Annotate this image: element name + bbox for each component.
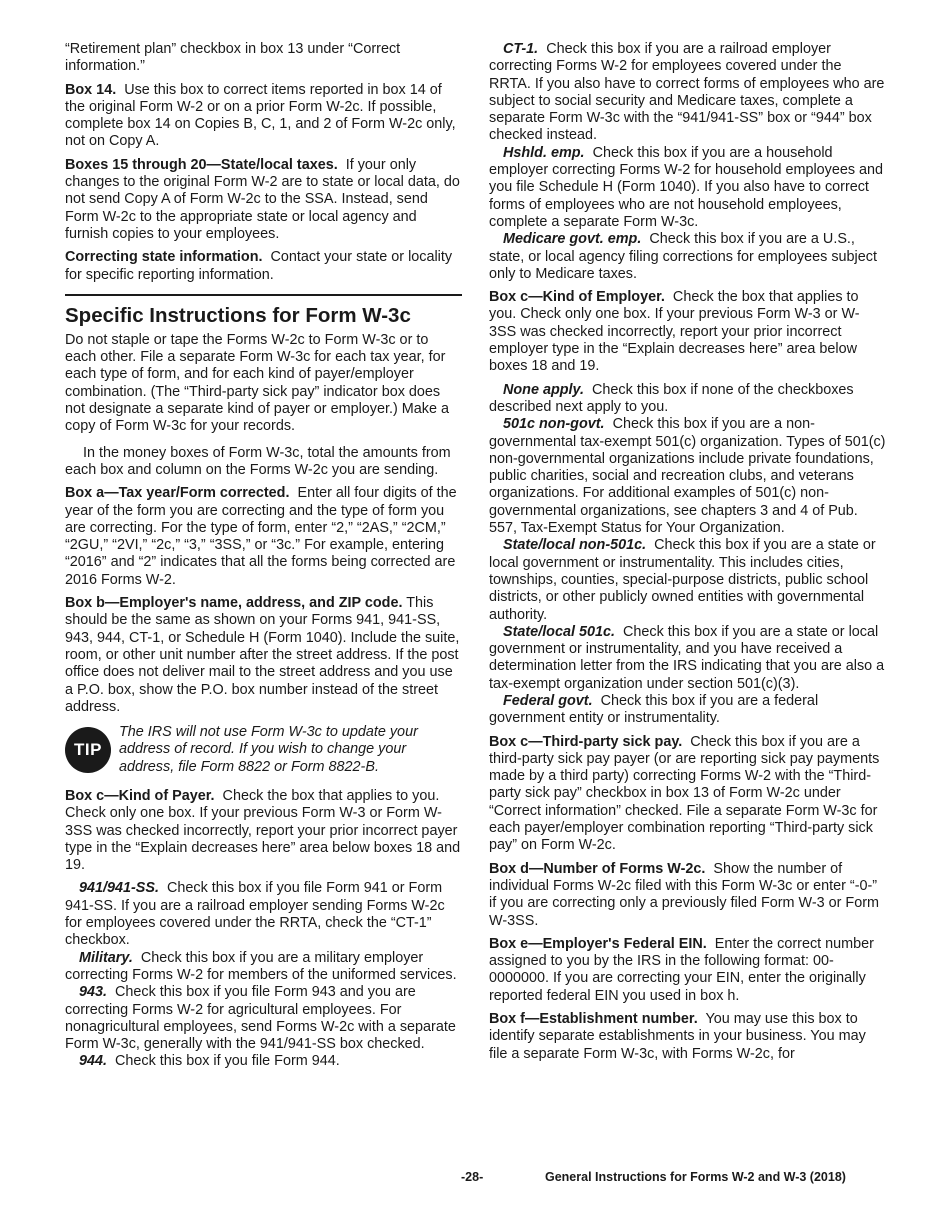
box-e-heading: Box e—Employer's Federal EIN. — [489, 935, 707, 952]
continued-paragraph: “Retirement plan” checkbox in box 13 under “Correct information.” — [65, 41, 401, 75]
ct1-heading: CT-1. — [503, 41, 539, 57]
box-e-paragraph — [489, 936, 886, 1005]
military-text: Check this box if you are a military employer correcting Forms W-2 for members of the uniformed services. — [65, 949, 457, 983]
941-heading: 941/941-SS. — [79, 880, 160, 897]
hshld-heading: Hshld. emp. — [503, 144, 585, 161]
none-apply-text: Check this box if none of the checkboxes described next apply to you. — [489, 381, 854, 415]
box-b-heading: Box b—Employer's name, address, and ZIP code. — [65, 595, 403, 612]
box-f-heading: Box f—Establishment number. — [489, 1011, 698, 1028]
box-d-text: Show the number of individual Forms W-2c filed with this Form W-3c or enter “-0-” if you are correcting only a previously filed Form W-3 or Form W-3SS. — [489, 860, 880, 929]
box-a-paragraph — [65, 485, 462, 589]
state-non501c-text: Check this box if you are a state or local government or instrumentality. This includes cities, townships, counties, special-purpose districts, public school districts, or other publicly owned entities with governmental authority. — [489, 537, 876, 623]
hshld-paragraph — [489, 145, 886, 231]
box-a-text: Enter all four digits of the year of the form you are correcting and the type of form you are correcting. For the type of form, enter “2,” “2AS,” “2CM,” “2GU,” “2VI,” “2c,” “3,” “3SS,” or “3c.” For example, entering “2016” and “2” indicates that all the forms being corrected are 2016 Forms W-2. — [65, 485, 457, 588]
501c-nongovt-heading: 501c non-govt. — [503, 416, 605, 433]
tip-icon: TIP — [65, 727, 111, 773]
medicare-text: Check this box if you are a U.S., state, or local agency filing corrections for employees subject only to Medicare taxes. — [489, 231, 877, 282]
941-text: Check this box if you file Form 941 or Form 941-SS. If you are a railroad employer sending Forms W-2c for employees covered under the RRTA, check the “CT-1” checkbox. — [65, 880, 445, 949]
501c-nongovt-paragraph — [489, 416, 886, 537]
third-party-text: Check this box if you are a third-party sick pay payer (or are reporting sick pay payments made by a third party) correcting Forms W-2 with the “Third-party sick pay” checkbox in box 13 of Form W-2c under “Correct information” checked. File a separate Form W-3c for each payer/employer combination reporting “Third-party sick pay” on Form W-2c. — [489, 733, 880, 854]
none-apply-paragraph — [489, 382, 886, 417]
boxes15-20-paragraph — [65, 157, 462, 243]
box14-text: Use this box to correct items reported in box 14 of the original Form W-2 or on a prior Form W-2c. If possible, complete box 14 on Copies B, C, 1, and 2 of Form W-2c only, not on Copy A. — [65, 81, 456, 150]
943-text: Check this box if you file Form 943 and you are correcting Forms W-2 for agricultural employees. For nonagricultural employees, send Forms W-2c with a separate Form W-3c, generally with the 941/941-SS box checked. — [65, 984, 456, 1053]
money-boxes-paragraph: In the money boxes of Form W-3c, total the amounts from each box and column on the Forms W-2c you are sending. — [65, 444, 451, 478]
right-column — [489, 41, 886, 1069]
ct1-paragraph — [489, 41, 886, 145]
medicare-heading: Medicare govt. emp. — [503, 231, 642, 248]
box14-heading: Box 14. — [65, 81, 117, 98]
box-c-payer-paragraph — [65, 788, 462, 874]
tip-box — [65, 724, 462, 776]
third-party-heading: Box c—Third-party sick pay. — [489, 733, 683, 750]
federal-govt-heading: Federal govt. — [503, 692, 593, 709]
state-info-paragraph — [65, 249, 462, 284]
box-b-text: This should be the same as shown on your Forms 941, 941-SS, 943, 944, CT-1, or Schedule H (Form 1040). Include the suite, room, or other unit number after the street address. If the post office does not deliver mail to the street address and you use a P.O. box, show the P.O. box number instead of the street address. — [65, 595, 460, 715]
941-paragraph — [65, 880, 462, 949]
box-f-paragraph — [489, 1011, 886, 1063]
state-info-heading: Correcting state information. — [65, 249, 263, 266]
944-paragraph — [65, 1053, 462, 1070]
federal-govt-text: Check this box if you are a federal government entity or instrumentality. — [489, 692, 819, 727]
box-d-heading: Box d—Number of Forms W-2c. — [489, 860, 706, 877]
box14-paragraph — [65, 82, 462, 151]
page-number: -28- — [461, 1170, 484, 1184]
state-non501c-heading: State/local non-501c. — [503, 537, 647, 554]
box-c-employer-paragraph — [489, 289, 886, 375]
944-text: Check this box if you file Form 944. — [115, 1053, 340, 1070]
state-501c-heading: State/local 501c. — [503, 623, 615, 640]
box-c-payer-text: Check the box that applies to you. Check only one box. If your previous Form W-3 or Form W-3SS was checked incorrectly, report your prior incorrect payer type in the “Explain decreases here” area below boxes 18 and 19. — [65, 787, 461, 874]
501c-nongovt-text: Check this box if you are a non-governmental tax-exempt 501(c) organization. Types of 501(c) non-governmental organizations include private foundations, public charities, social and recreation clubs, and veterans organizations. For additional examples of 501(c) non-governmental organizations, see chapters 3 and 4 of Pub. 557, Tax-Exempt Status for Your Organization. — [489, 416, 886, 537]
state-non501c-paragraph — [489, 537, 886, 623]
944-heading: 944. — [79, 1053, 108, 1070]
box-e-text: Enter the correct number assigned to you by the IRS in the following format: 00-0000000. If you are correcting your EIN, enter the originally reported federal EIN you used in box h. — [489, 935, 874, 1004]
box-d-paragraph — [489, 861, 886, 930]
box-a-heading: Box a—Tax year/Form corrected. — [65, 485, 290, 502]
third-party-paragraph — [489, 734, 886, 855]
box-c-employer-heading: Box c—Kind of Employer. — [489, 289, 665, 306]
943-heading: 943. — [79, 984, 108, 1001]
boxes15-20-text: If your only changes to the original Form W-2 are to state or local data, do not send Copy A of Form W-2c to the SSA. Instead, send Form W-2c to the appropriate state or local agency and furnish copies to your employees. — [65, 156, 460, 242]
federal-govt-paragraph — [489, 693, 886, 728]
boxes15-20-heading: Boxes 15 through 20—State/local taxes. — [65, 156, 338, 173]
section-heading: Specific Instructions for Form W-3c — [65, 303, 411, 327]
state-info-text: Contact your state or locality for specific reporting information. — [65, 249, 453, 283]
box-f-text: You may use this box to identify separate establishments in your business. You may file a separate Form W-3c, with Forms W-2c, for — [489, 1011, 866, 1062]
state-501c-paragraph — [489, 624, 886, 693]
hshld-text: Check this box if you are a household employer correcting Forms W-2 for household employees and you file Schedule H (Form 1040). If you also have to correct forms of employees who are not household employees, complete a separate Form W-3c. — [489, 144, 884, 230]
none-apply-heading: None apply. — [503, 381, 585, 398]
section-divider — [65, 294, 462, 296]
footer-title: General Instructions for Forms W-2 and W-3 (2018) — [545, 1170, 846, 1184]
medicare-paragraph — [489, 231, 886, 283]
943-paragraph — [65, 984, 462, 1053]
state-501c-text: Check this box if you are a state or local government or instrumentality, and you have received a determination letter from the IRS indicating that you are also a tax-exempt organization under section 501(c)(3). — [489, 623, 885, 692]
military-heading: Military. — [79, 949, 133, 966]
tip-text: The IRS will not use Form W-3c to update your address of record. If you wish to change your address, file Form 8822 or Form 8822-B. — [119, 724, 418, 775]
ct1-text: Check this box if you are a railroad employer correcting Forms W-2 for employees covered under the RRTA. If you also have to correct forms of employees who are subject to social security and Medicare taxes, complete a separate Form W-3c with the “941/941-SS” box or “944” box checked instead. — [489, 41, 885, 144]
box-c-employer-text: Check the box that applies to you. Check only one box. If your previous Form W-3 or W-3SS was checked incorrectly, report your prior incorrect employer type in the “Explain decreases here” area below boxes 18 and 19. — [489, 289, 860, 375]
military-paragraph — [65, 950, 462, 985]
box-b-paragraph — [65, 595, 462, 716]
intro-paragraph: Do not staple or tape the Forms W-2c to Form W-3c or to each other. File a separate Form W-3c for each tax year, for each type of form, and for each kind of payer/employer combination. (The “Third-party sick pay” indicator box does not designate a separate kind of payer or employer.) Make a copy of Form W-3c for your records. — [65, 331, 449, 435]
left-column — [65, 41, 462, 1071]
box-c-payer-heading: Box c—Kind of Payer. — [65, 787, 215, 804]
